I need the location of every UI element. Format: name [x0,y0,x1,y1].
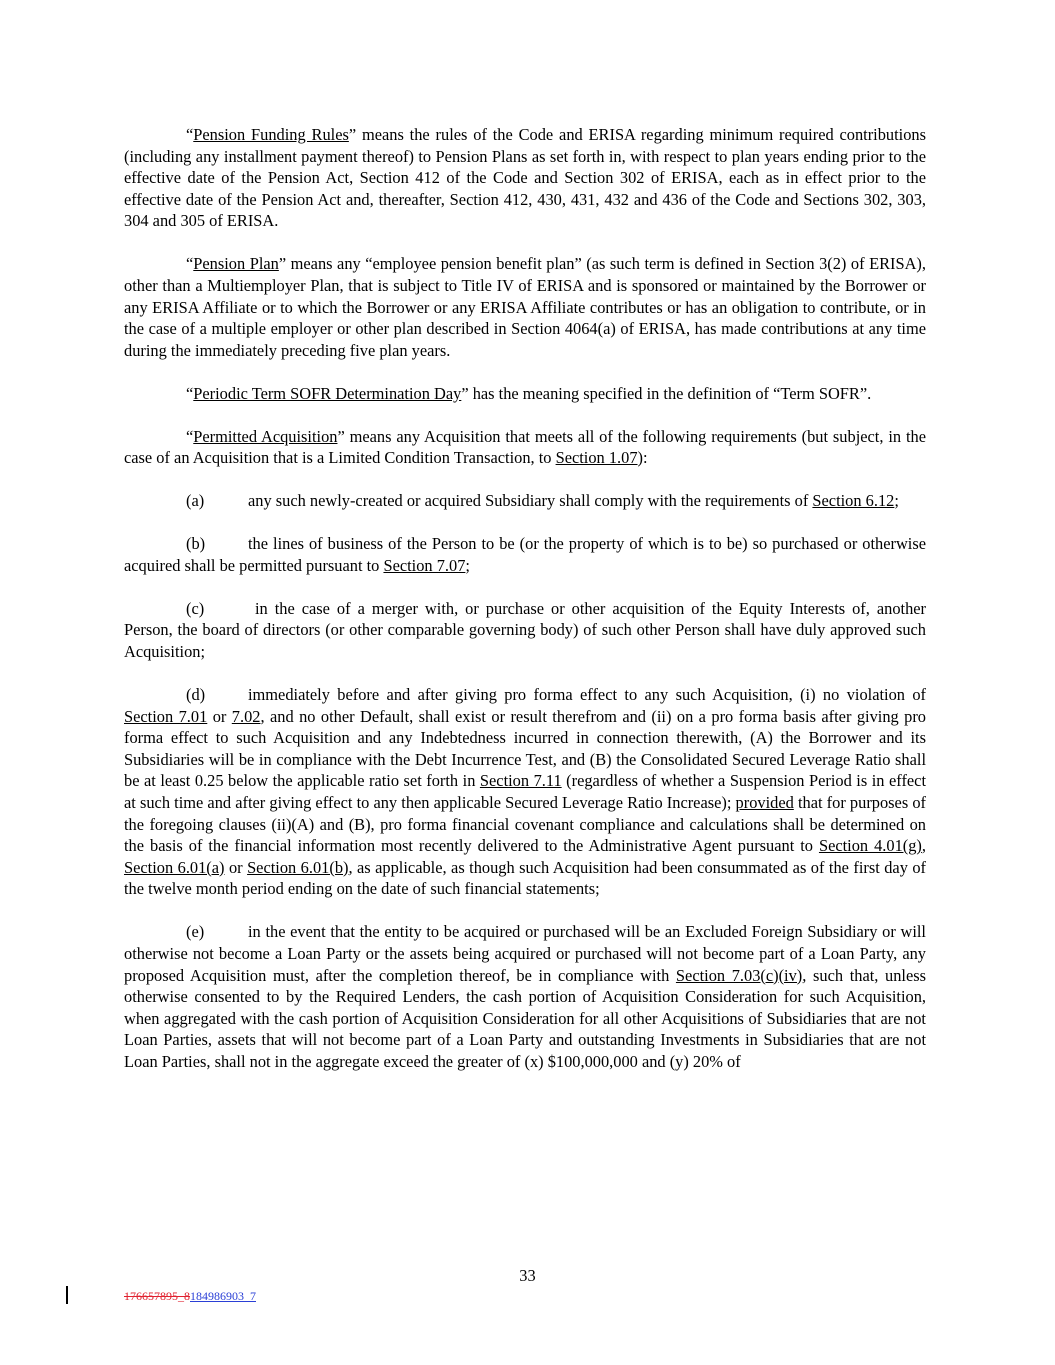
clause-label: (c) [186,598,205,618]
open-quote: “ [186,254,194,274]
clause-text: or [207,706,232,726]
open-quote: “ [186,125,194,144]
clause-text: , such that, unless otherwise consented to by the Required Lenders, the cash portion of Acquisition Consideration for such Acquisition, when aggregated with the cash portion of Acquisition Consideration for all other Acquisitions of Subsidiaries that are not Loan Parties, assets that will not become part of a Loan Party and outstanding Investments in Subsidiaries that are not Loan Parties, shall not in the aggregate exceed the greater of (x) $100,000,000 and (y) 20% of [124,965,927,1071]
clause-text: immediately before and after giving pro forma effect to any such Acquisition, (i) no violation of [248,685,926,705]
section-reference: Section 6.12 [812,491,895,511]
clause-text: (regardless of whether a Suspension Period is in effect at such time and after giving effect to any then applicable Secured Leverage Ratio Increase); [124,771,927,812]
section-reference: Section 4.01(g) [818,836,922,856]
definition-text: ” means any “employee pension benefit plan” (as such term is defined in Section 3(2) of ERISA), other than a Multiemployer Plan, that is subject to Title IV of ERISA and is sponsored or maintained by the Borrower or any ERISA Affiliate or to which the Borrower or any ERISA Affiliate contributes or has an obligation to contribute, or in the case of a multiple employer or other plan described in Section 4064(a) of ERISA, has made contributions at any time during the immediately preceding five plan years. [124,254,926,360]
clause-text: , [921,836,926,856]
definition-permitted-acquisition [124,426,926,469]
clause-text: in the case of a merger with, or purchase or other acquisition of the Equity Interests of, another Person, the board of directors (or other comparable governing body) of such other Person shall have duly approved such Acquisition; [124,598,926,662]
section-reference: Section 7.03(c)(iv) [675,965,803,985]
clause-label: (a) [186,491,205,511]
definition-text: ” means the rules of the Code and ERISA regarding minimum required contributions (including any installment payment thereof) to Pension Plans as set forth in, with respect to plan years ending prior to the effective date of the Pension Act, Section 412 of the Code and Section 302 of ERISA, each as in effect prior to the effective date of the Pension Act and, thereafter, Section 412, 430, 431, 432 and 436 of the Code and Sections 302, 303, 304 and 305 of ERISA. [124,125,927,231]
section-reference: Section 7.01 [124,706,208,726]
document-body [124,124,926,1094]
revision-change-bar [66,1286,68,1304]
definition-pension-plan [124,253,926,361]
section-reference: Section 6.01(a) [124,857,225,877]
open-quote: “ [186,426,194,446]
section-reference: Section 6.01(b) [247,857,349,877]
clause-tail: ; [465,555,470,575]
clause-b [124,533,926,576]
open-quote: “ [186,383,194,403]
clause-text: , as applicable, as though such Acquisition had been consummated as of the first day of the twelve month period ending on the date of such financial statements; [124,857,926,899]
document-id [124,1289,256,1303]
proviso-term: provided [735,792,794,812]
clause-d [124,684,926,900]
clause-text: any such newly-created or acquired Subsidiary shall comply with the requirements of [248,491,813,511]
clause-label: (d) [186,685,206,705]
document-id-deleted: 176657895_8 [124,1289,190,1303]
clause-e [124,921,926,1072]
clause-text: or [224,857,248,877]
section-reference: Section 7.07 [383,555,466,575]
clause-label: (b) [186,534,206,554]
definition-periodic-term-sofr-determination-day [124,383,926,405]
defined-term: Pension Funding Rules [193,125,349,144]
page-number: 33 [519,1266,536,1285]
document-id-inserted: 184986903_7 [190,1289,256,1303]
defined-term: Pension Plan [193,254,279,274]
clause-tail: ; [894,491,899,511]
section-reference: Section 7.11 [479,771,562,791]
clause-text: in the event that the entity to be acquired or purchased will be an Excluded Foreign Subsidiary or will otherwise not become a Loan Party or the assets being acquired or purchased will not become part of a Loan Party, any proposed Acquisition must, after the completion thereof, be in compliance with [124,922,926,985]
clause-a [124,490,926,512]
clause-label: (e) [186,922,205,942]
defined-term: Permitted Acquisition [193,426,338,446]
definition-tail: ): [637,448,648,468]
clause-text: , and no other Default, shall exist or result therefrom and (ii) on a pro forma basis after giving pro forma effect to such Acquisition and any Indebtedness incurred in connection therewith, (A) the Borrower and its Subsidiaries will be in compliance with the Debt Incurrence Test, and (B) the Consolidated Secured Leverage Ratio shall be at least 0.25 below the applicable ratio set forth in [124,706,926,791]
defined-term: Periodic Term SOFR Determination Day [193,383,462,403]
clause-c [124,598,926,663]
section-reference: 7.02 [231,706,261,726]
clause-text: that for purposes of the foregoing clauses (ii)(A) and (B), pro forma financial covenant compliance and calculations shall be determined on the basis of the financial information most recently delivered to the Administrative Agent pursuant to [124,792,926,856]
definition-text: ” has the meaning specified in the definition of “Term SOFR”. [461,383,872,403]
section-reference: Section 1.07 [555,448,638,468]
clause-text: the lines of business of the Person to be (or the property of which is to be) so purchased or otherwise acquired shall be permitted pursuant to [124,534,926,575]
definition-pension-funding-rules [124,124,926,232]
definition-text: ” means any Acquisition that meets all of the following requirements (but subject, in the case of an Acquisition that is a Limited Condition Transaction, to [124,426,926,468]
